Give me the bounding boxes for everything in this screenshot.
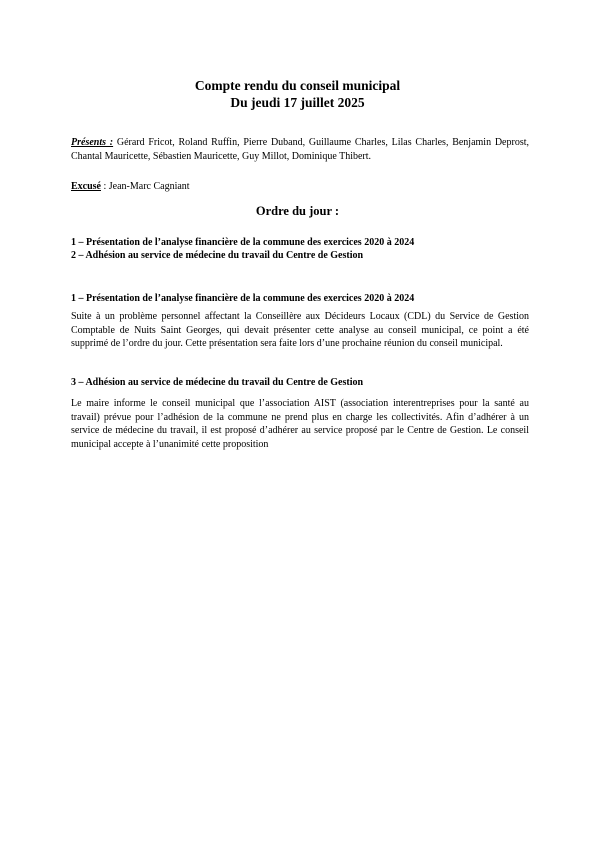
section-body: Le maire informe le conseil municipal que l’association AIST (association interentreprises pour la santé au travail) prévue pour l’adhésion de la commune ne prend plus en charge les collectivités. Afin d’adhérer à un service de médecine du travail, il est proposé d’adhérer au service proposé par le Centre de Gestion. Le conseil municipal accepte à l’unanimité cette proposition xyxy=(71,398,529,450)
section-body: Suite à un problème personnel affectant la Conseillère aux Décideurs Locaux (CDL) du Service de Gestion Comptable de Nuits Saint Georges, qui devait présenter cette analyse au conseil municipal, ce point a été supprimé de l’ordre du jour. Cette présentation sera faite lors d’une prochaine réunion du conseil municipal. xyxy=(71,311,529,349)
document-title: Compte rendu du conseil municipal xyxy=(194,78,401,93)
excused-name: : Jean-Marc Cagniant xyxy=(101,181,190,192)
agenda-item: 2 – Adhésion au service de médecine du travail du Centre de Gestion xyxy=(71,250,364,261)
attendees-label: Présents : xyxy=(71,137,114,148)
excused-label: Excusé xyxy=(71,181,101,192)
agenda-heading: Ordre du jour : xyxy=(255,204,340,218)
section-heading: 3 – Adhésion au service de médecine du travail du Centre de Gestion xyxy=(71,377,364,388)
section-heading: 1 – Présentation de l’analyse financière de la commune des exercices 2020 à 2024 xyxy=(71,293,415,304)
agenda-item: 1 – Présentation de l’analyse financière de la commune des exercices 2020 à 2024 xyxy=(71,237,415,248)
attendees-paragraph xyxy=(71,136,529,163)
document-date: Du jeudi 17 juillet 2025 xyxy=(230,95,365,110)
attendees-list: Gérard Fricot, Roland Ruffin, Pierre Duband, Guillaume Charles, Lilas Charles, Benjamin Deprost, Chantal Mauricette, Sébastien Mauricette, Guy Millot, Dominique Thibert. xyxy=(71,137,529,162)
excused-paragraph xyxy=(71,180,529,194)
